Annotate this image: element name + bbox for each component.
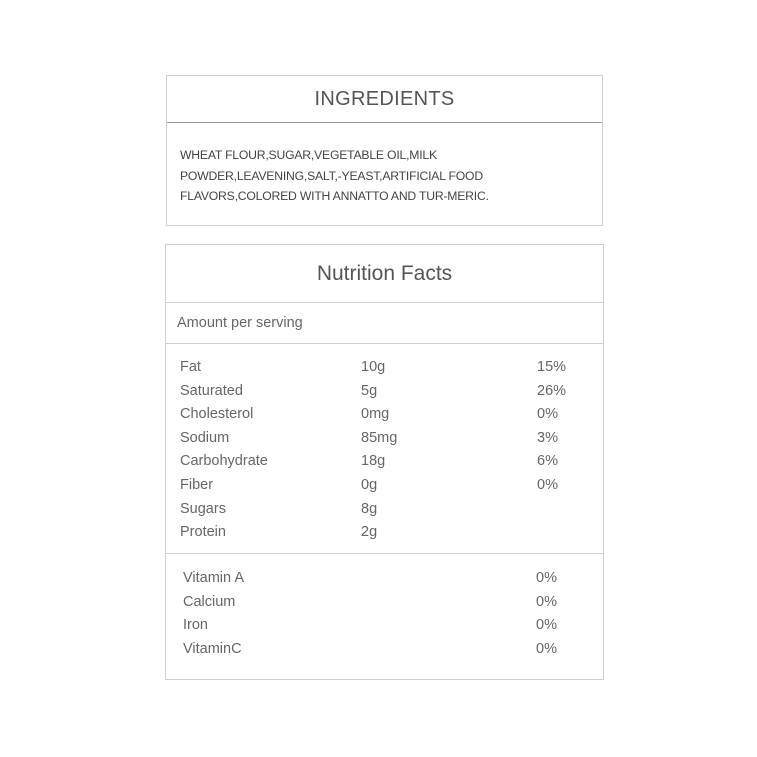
nutrient-table xyxy=(166,344,603,554)
nutrient-dv: 0% xyxy=(537,406,558,423)
serving-label: Amount per serving xyxy=(166,303,603,344)
nutrient-name: Protein xyxy=(180,524,226,541)
vitamin-name: Calcium xyxy=(183,593,236,610)
nutrition-title: Nutrition Facts xyxy=(166,245,603,303)
nutrient-name: Fat xyxy=(180,359,201,375)
nutrient-dv: 0% xyxy=(537,477,558,493)
ingredients-text: WHEAT FLOUR,SUGAR,VEGETABLE OIL,MILK POWDER,LEAVENING,SALT,-YEAST,ARTIFICIAL FOOD FLAVORS,COLORED WITH ANNATTO AND TUR-MERIC. xyxy=(180,148,489,203)
nutrient-dv: 6% xyxy=(537,453,558,470)
vitamin-row xyxy=(166,570,603,594)
nutrient-amount: 18g xyxy=(361,453,386,470)
nutrient-row xyxy=(166,359,603,383)
nutrient-row xyxy=(166,430,603,454)
vitamin-table xyxy=(166,554,603,674)
nutrient-dv: 15% xyxy=(537,359,567,375)
nutrient-dv: 3% xyxy=(537,429,558,446)
vitamin-dv: 0% xyxy=(536,640,557,657)
vitamin-dv: 0% xyxy=(536,617,557,634)
ingredients-panel xyxy=(166,75,603,226)
nutrient-name: Cholesterol xyxy=(180,406,254,423)
nutrient-dv: 26% xyxy=(537,382,567,399)
nutrient-name: Fiber xyxy=(180,477,214,493)
vitamin-row xyxy=(166,594,603,618)
nutrient-row xyxy=(166,524,603,548)
vitamin-name: Vitamin A xyxy=(183,570,244,586)
nutrient-row xyxy=(166,501,603,525)
vitamin-dv: 0% xyxy=(536,570,557,586)
nutrition-facts-panel xyxy=(165,244,604,680)
nutrient-row xyxy=(166,383,603,407)
nutrient-amount: 10g xyxy=(361,359,386,375)
nutrient-name: Sugars xyxy=(180,500,226,517)
vitamin-row xyxy=(166,641,603,665)
ingredients-title: INGREDIENTS xyxy=(167,76,602,123)
vitamin-name: VitaminC xyxy=(183,640,242,657)
nutrient-amount: 8g xyxy=(361,500,378,517)
vitamin-row xyxy=(166,617,603,641)
nutrient-amount: 0mg xyxy=(361,406,390,423)
nutrient-amount: 5g xyxy=(361,382,378,399)
nutrient-name: Carbohydrate xyxy=(180,453,268,470)
nutrient-name: Sodium xyxy=(180,429,230,446)
nutrient-amount: 0g xyxy=(361,477,378,493)
nutrient-amount: 85mg xyxy=(361,429,398,446)
nutrient-name: Saturated xyxy=(180,382,243,399)
nutrient-row xyxy=(166,453,603,477)
vitamin-name: Iron xyxy=(183,617,208,634)
nutrient-amount: 2g xyxy=(361,524,378,541)
nutrient-row xyxy=(166,406,603,430)
nutrient-row xyxy=(166,477,603,501)
vitamin-dv: 0% xyxy=(536,593,557,610)
